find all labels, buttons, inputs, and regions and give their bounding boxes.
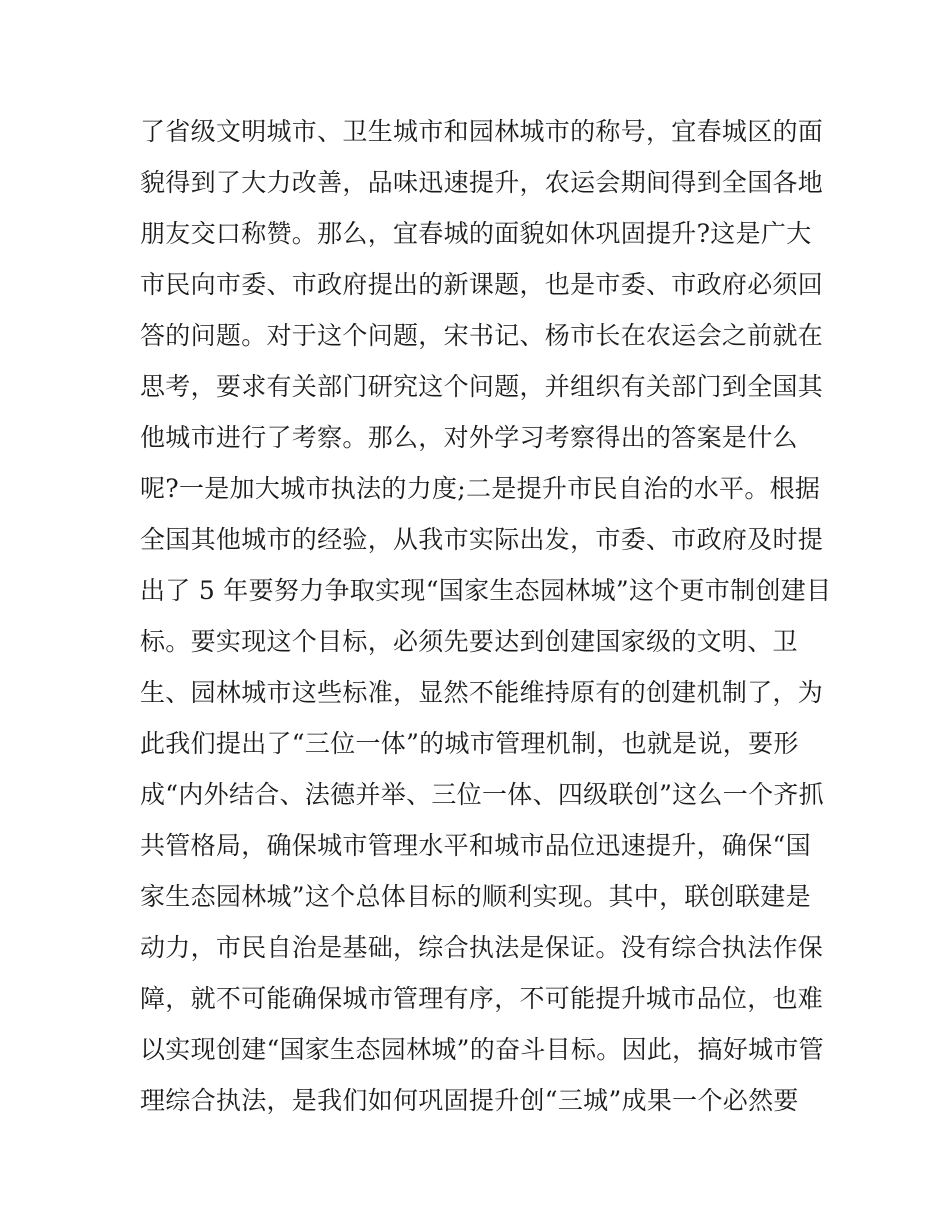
text-line: 成“内外结合、法德并举、三位一体、四级联创”这么一个齐抓 xyxy=(140,780,824,809)
text-line: 此我们提出了“三位一体”的城市管理机制，也就是说，要形 xyxy=(140,729,799,758)
text-line: 家生态园林城”这个总体目标的顺利实现。其中，联创联建是 xyxy=(140,882,811,911)
text-line: 标。要实现这个目标，必须先要达到创建国家级的文明、卫 xyxy=(140,627,798,656)
text-line: 动力，市民自治是基础，综合执法是保证。没有综合执法作保 xyxy=(140,933,824,962)
text-line: 思考，要求有关部门研究这个问题，并组织有关部门到全国其 xyxy=(140,372,824,401)
body-paragraph xyxy=(140,106,832,1126)
text-line: 共管格局，确保城市管理水平和城市品位迅速提升，确保“国 xyxy=(140,831,811,860)
text-line: 出了 5 年要努力争取实现“国家生态园林城”这个更市制创建目 xyxy=(140,576,832,605)
text-line: 了省级文明城市、卫生城市和园林城市的称号，宜春城区的面 xyxy=(140,117,824,146)
text-line: 答的问题。对于这个问题，宋书记、杨市长在农运会之前就在 xyxy=(140,321,824,350)
text-line: 障，就不可能确保城市管理有序，不可能提升城市品位，也难 xyxy=(140,984,824,1013)
text-line: 朋友交口称赞。那么，宜春城的面貌如休巩固提升?这是广大 xyxy=(140,219,812,248)
text-line: 市民向市委、市政府提出的新课题，也是市委、市政府必须回 xyxy=(140,270,824,299)
text-line: 他城市进行了考察。那么，对外学习考察得出的答案是什么 xyxy=(140,423,798,452)
text-line: 生、园林城市这些标准，显然不能维持原有的创建机制了，为 xyxy=(140,678,824,707)
text-line: 理综合执法，是我们如何巩固提升创“三城”成果一个必然要 xyxy=(140,1086,799,1115)
text-line: 呢?一是加大城市执法的力度;二是提升市民自治的水平。根据 xyxy=(140,474,821,503)
text-line: 以实现创建“国家生态园林城”的奋斗目标。因此，搞好城市管 xyxy=(140,1035,824,1064)
text-line: 全国其他城市的经验，从我市实际出发，市委、市政府及时提 xyxy=(140,525,824,554)
text-line: 貌得到了大力改善，品味迅速提升，农运会期间得到全国各地 xyxy=(140,168,824,197)
